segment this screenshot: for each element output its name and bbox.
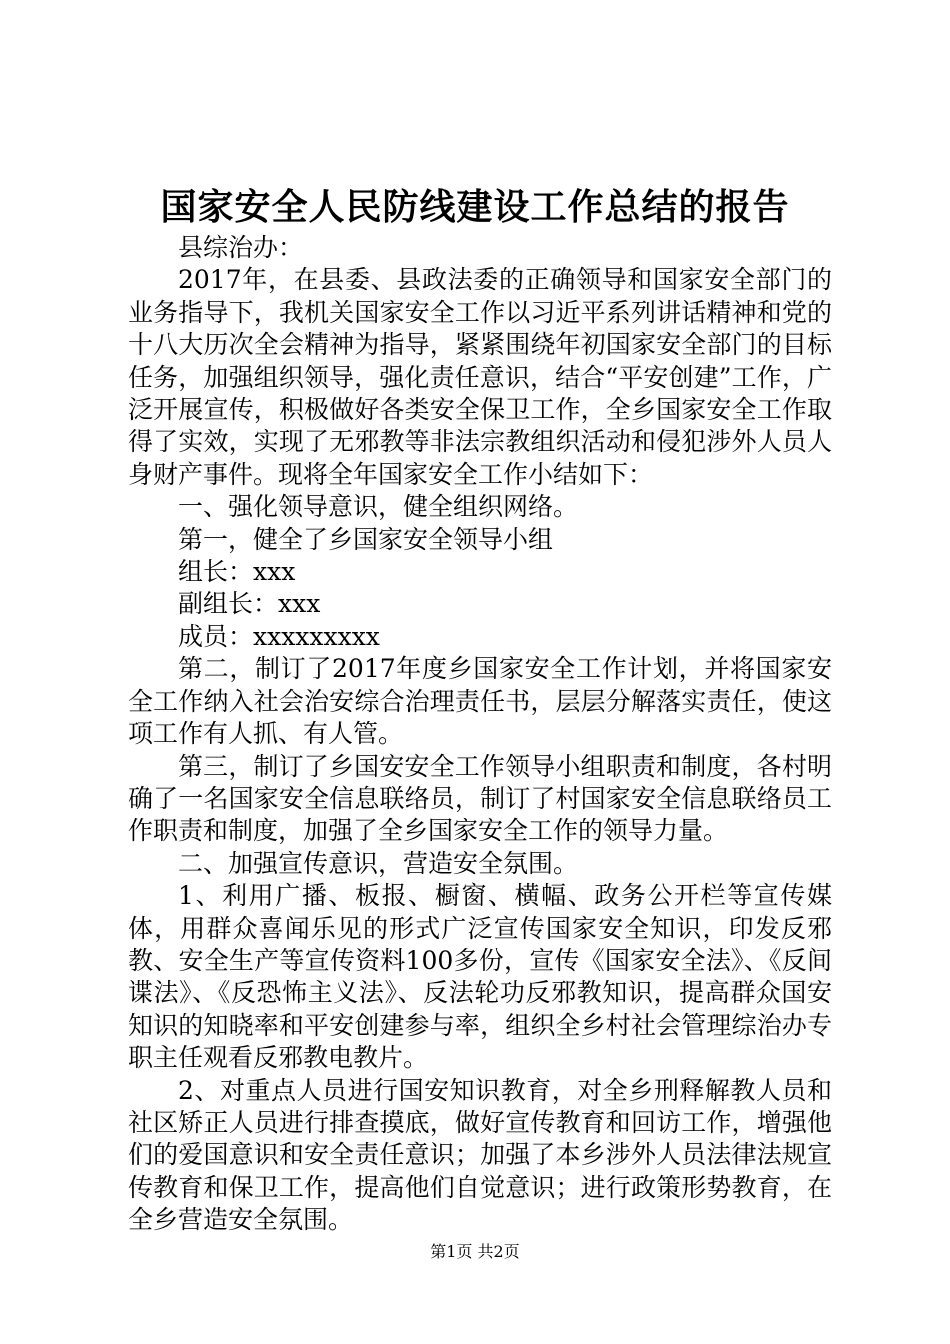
section-heading-2: 二、加强宣传意识，营造安全氛围。 — [178, 848, 579, 878]
paragraph-members: 成员：xxxxxxxxx — [178, 621, 380, 651]
salutation: 县综治办： — [178, 233, 304, 262]
paragraph-leader: 组长：xxx — [178, 557, 296, 587]
paragraph-item-2: 第二，制订了2017年度乡国家安全工作计划，并将国家安全工作纳入社会治安综合治理责任书，层层分解落实责任，使这项工作有人抓、有人管。 — [128, 654, 832, 749]
paragraph-intro: 2017年，在县委、县政法委的正确领导和国家安全部门的业务指导下，我机关国家安全工作以习近平系列讲话精神和党的十八大历次全会精神为指导，紧紧围绕年初国家安全部门的目标任务，加强组织领导，强化责任意识，结合“平安创建”工作，广泛开展宣传，积极做好各类安全保卫工作，全乡国家安全工作取得了实效，实现了无邪教等非法宗教组织活动和侵犯涉外人员人身财产事件。现将全年国家安全工作小结如下： — [128, 265, 832, 489]
paragraph-point-1: 1、利用广播、板报、橱窗、横幅、政务公开栏等宣传媒体，用群众喜闻乐见的形式广泛宣传国家安全知识，印发反邪教、安全生产等宣传资料100多份，宣传《国家安全法》、《反间谍法》、《反恐怖主义法》、反法轮功反邪教知识，提高群众国安知识的知晓率和平安创建参与率，组织全乡村社会管理综治办专职主任观看反邪教电教片。 — [128, 881, 832, 1073]
paragraph-deputy: 副组长：xxx — [178, 589, 321, 619]
document-title: 国家安全人民防线建设工作总结的报告 — [160, 186, 790, 228]
page-footer: 第1页 共2页 — [430, 1242, 520, 1261]
paragraph-item-3: 第三，制订了乡国安安全工作领导小组职责和制度，各村明确了一名国家安全信息联络员，制订了村国家安全信息联络员工作职责和制度，加强了全乡国家安全工作的领导力量。 — [128, 751, 832, 846]
document-body — [128, 232, 832, 1237]
section-heading-1: 一、强化领导意识，健全组织网络。 — [178, 492, 579, 522]
paragraph-point-2: 2、对重点人员进行国安知识教育，对全乡刑释解教人员和社区矫正人员进行排查摸底，做好宣传教育和回访工作，增强他们的爱国意识和安全责任意识；加强了本乡涉外人员法律法规宣传教育和保卫工作，提高他们自觉意识；进行政策形势教育，在全乡营造安全氛围。 — [128, 1075, 832, 1235]
paragraph-item-1: 第一，健全了乡国家安全领导小组 — [178, 524, 554, 554]
